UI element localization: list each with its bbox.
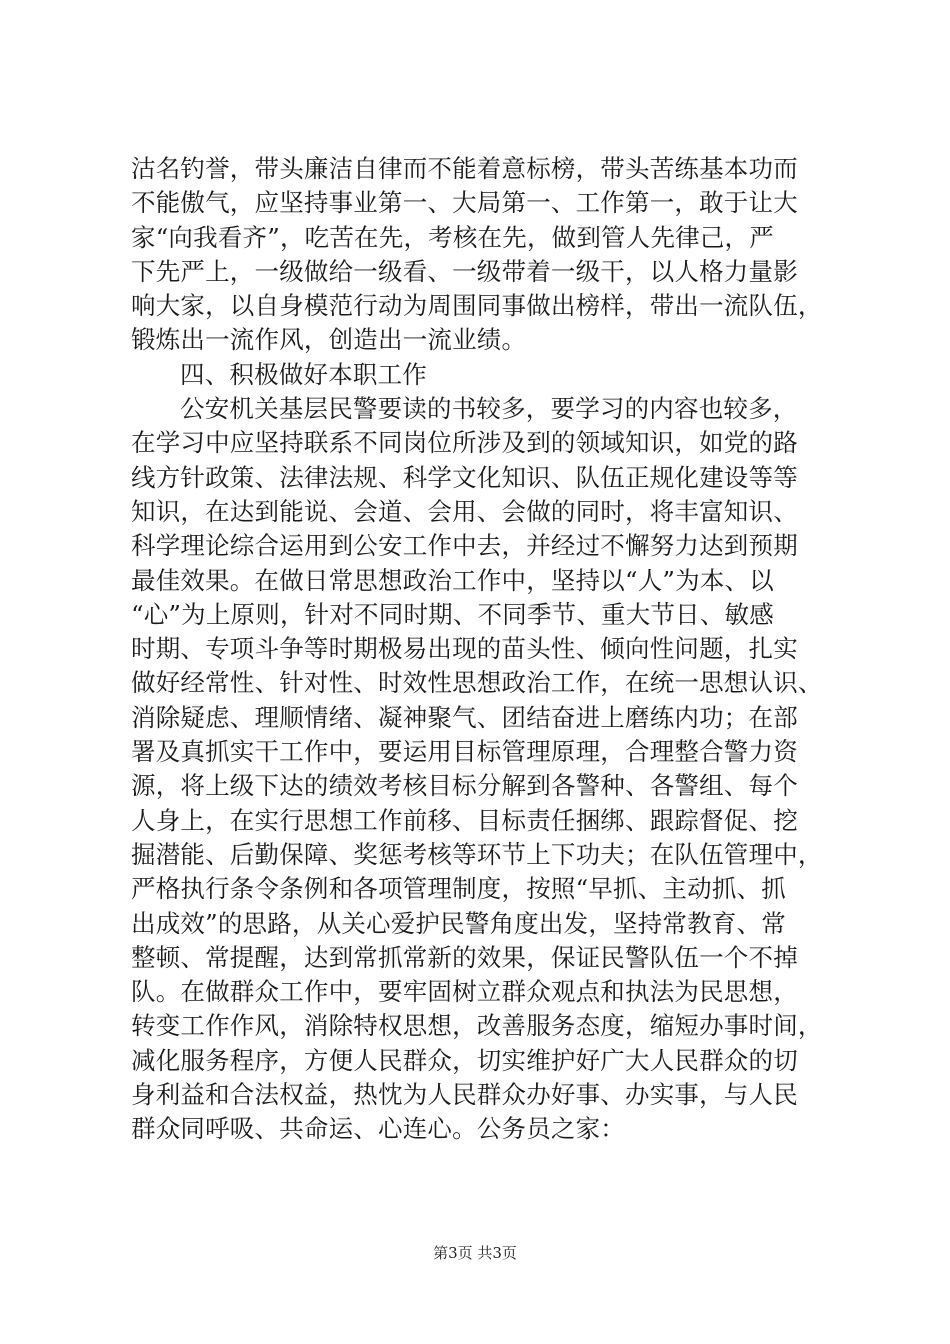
text-line: 出成效”的思路，从关心爱护民警角度出发，坚持常教育、常 [131, 908, 786, 938]
text-line: 下先严上，一级做给一级看、一级带着一级干，以人格力量影 [131, 256, 798, 286]
body-text [131, 152, 831, 1147]
text-line: 沽名钓誉，带头廉洁自律而不能着意标榜，带头苦练基本功而 [131, 154, 798, 183]
text-line: 做好经常性、针对性、时效性思想政治工作，在统一思想认识、 [131, 668, 823, 698]
text-line: 响大家，以自身模范行动为周围同事做出榜样，带出一流队伍， [131, 291, 823, 321]
text-line: 时期、专项斗争等时期极易出现的苗头性、倾向性问题，扎实 [131, 634, 798, 664]
text-line: “心”为上原则，针对不同时期、不同季节、重大节日、敏感 [131, 599, 774, 629]
text-line: 消除疑虑、理顺情绪、凝神聚气、团结奋进上磨练内功；在部 [131, 702, 798, 732]
text-line: 群众同呼吸、共命运、心连心。公务员之家： [131, 1114, 625, 1144]
text-line: 掘潜能、后勤保障、奖惩考核等环节上下功夫；在队伍管理中， [131, 839, 823, 869]
text-line: 队。在做群众工作中，要牢固树立群众观点和执法为民思想， [131, 977, 798, 1007]
page-number-footer: 第3页 共3页 [433, 1244, 517, 1262]
text-line: 严格执行条令条例和各项管理制度，按照“早抓、主动抓、抓 [131, 874, 786, 904]
section-heading: 四、积极做好本职工作 [180, 359, 427, 389]
text-line: 在学习中应坚持联系不同岗位所涉及到的领域知识，如党的路 [131, 428, 798, 458]
text-line: 署及真抓实干工作中，要运用目标管理原理，合理整合警力资 [131, 737, 798, 767]
text-line: 转变工作作风，消除特权思想，改善服务态度，缩短办事时间， [131, 1011, 823, 1041]
text-line: 公安机关基层民警要读的书较多，要学习的内容也较多， [180, 394, 798, 424]
text-line: 知识，在达到能说、会道、会用、会做的同时，将丰富知识、 [131, 496, 798, 526]
text-line: 减化服务程序，方便人民群众，切实维护好广大人民群众的切 [131, 1045, 798, 1075]
text-line: 人身上，在实行思想工作前移、目标责任捆绑、跟踪督促、挖 [131, 805, 798, 835]
text-line: 不能傲气，应坚持事业第一、大局第一、工作第一，敢于让大 [131, 188, 798, 218]
text-line: 身利益和合法权益，热忱为人民群众办好事、办实事，与人民 [131, 1080, 798, 1110]
text-line: 线方针政策、法律法规、科学文化知识、队伍正规化建设等等 [131, 462, 798, 492]
text-line: 整顿、常提醒，达到常抓常新的效果，保证民警队伍一个不掉 [131, 942, 798, 972]
text-line: 源，将上级下达的绩效考核目标分解到各警种、各警组、每个 [131, 771, 798, 801]
text-line: 科学理论综合运用到公安工作中去，并经过不懈努力达到预期 [131, 531, 798, 561]
text-line: 锻炼出一流作风，创造出一流业绩。 [131, 325, 527, 355]
text-line: 家“向我看齐”，吃苦在先，考核在先，做到管人先律己，严 [131, 222, 774, 252]
text-line: 最佳效果。在做日常思想政治工作中，坚持以“人”为本、以 [131, 565, 774, 595]
